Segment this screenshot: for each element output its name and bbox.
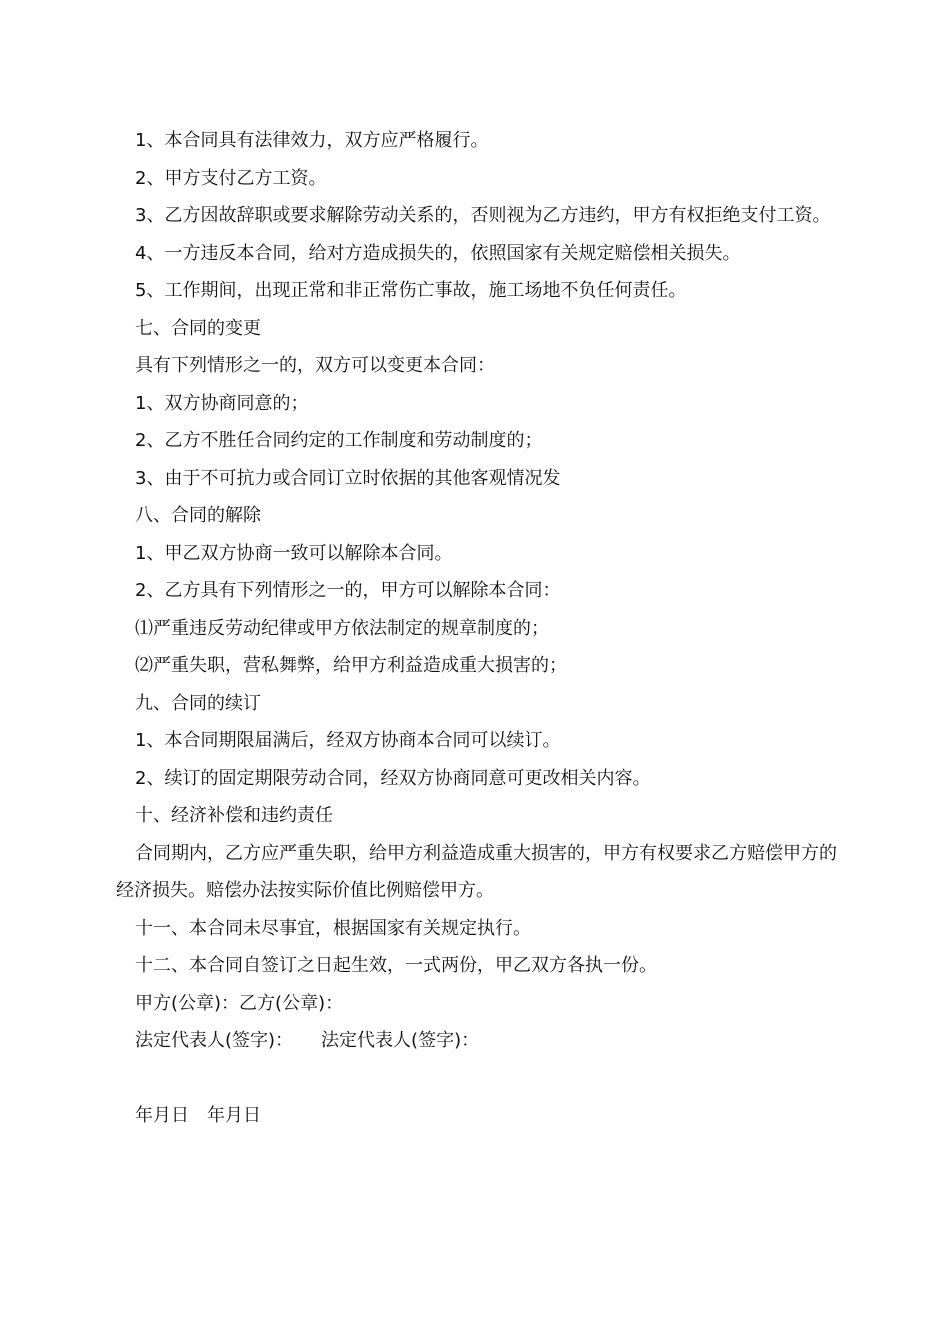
termination-item-1: 1、甲乙双方协商一致可以解除本合同。 xyxy=(135,542,453,564)
termination-subitem-1: ⑴严重违反劳动纪律或甲方依法制定的规章制度的； xyxy=(135,617,549,639)
clause-accident: 5、工作期间，出现正常和非正常伤亡事故，施工场地不负任何责任。 xyxy=(135,280,687,301)
section-heading-termination: 八、合同的解除 xyxy=(135,505,261,526)
renewal-item-1: 1、本合同期限届满后，经双方协商本合同可以续订。 xyxy=(135,730,561,751)
renewal-item-2: 2、续订的固定期限劳动合同，经双方协商同意可更改相关内容。 xyxy=(135,767,651,789)
change-item-3: 3、由于不可抗力或合同订立时依据的其他客观情况发 xyxy=(135,467,561,489)
section-heading-change: 七、合同的变更 xyxy=(135,317,261,339)
section-eleven: 十一、本合同未尽事宜，根据国家有关规定执行。 xyxy=(135,917,531,939)
change-intro: 具有下列情形之一的，双方可以变更本合同： xyxy=(135,355,495,376)
contract-body xyxy=(116,122,840,1134)
section-heading-compensation: 十、经济补偿和违约责任 xyxy=(135,805,333,826)
clause-effect: 1、本合同具有法律效力，双方应严格履行。 xyxy=(135,130,489,151)
termination-item-2: 2、乙方具有下列情形之一的，甲方可以解除本合同： xyxy=(135,580,561,601)
party-a-date: 年月日 xyxy=(135,1104,189,1126)
clause-breach-compensation: 4、一方违反本合同，给对方造成损失的，依照国家有关规定赔偿相关损失。 xyxy=(135,242,741,264)
change-item-1: 1、双方协商同意的； xyxy=(135,392,309,414)
seal-line: 甲方(公章)：乙方(公章)： xyxy=(135,992,344,1014)
representative-line xyxy=(116,1022,840,1060)
date-line xyxy=(116,1097,840,1135)
change-item-2: 2、乙方不胜任合同约定的工作制度和劳动制度的； xyxy=(135,430,543,451)
compensation-text: 合同期内，乙方应严重失职，给甲方利益造成重大损害的，甲方有权要求乙方赔偿甲方的经济损失。赔偿办法按实际价值比例赔偿甲方。 xyxy=(116,842,837,901)
party-b-representative: 法定代表人(签字)： xyxy=(321,1030,480,1051)
section-heading-renewal: 九、合同的续订 xyxy=(135,692,261,714)
section-twelve: 十二、本合同自签订之日起生效，一式两份，甲乙双方各执一份。 xyxy=(135,955,657,976)
party-a-representative: 法定代表人(签字)： xyxy=(135,1030,294,1051)
party-b-date: 年月日 xyxy=(207,1104,261,1126)
termination-subitem-2: ⑵严重失职，营私舞弊，给甲方利益造成重大损害的； xyxy=(135,655,567,676)
clause-salary: 2、甲方支付乙方工资。 xyxy=(135,167,327,189)
clause-resignation: 3、乙方因故辞职或要求解除劳动关系的，否则视为乙方违约，甲方有权拒绝支付工资。 xyxy=(135,205,831,226)
